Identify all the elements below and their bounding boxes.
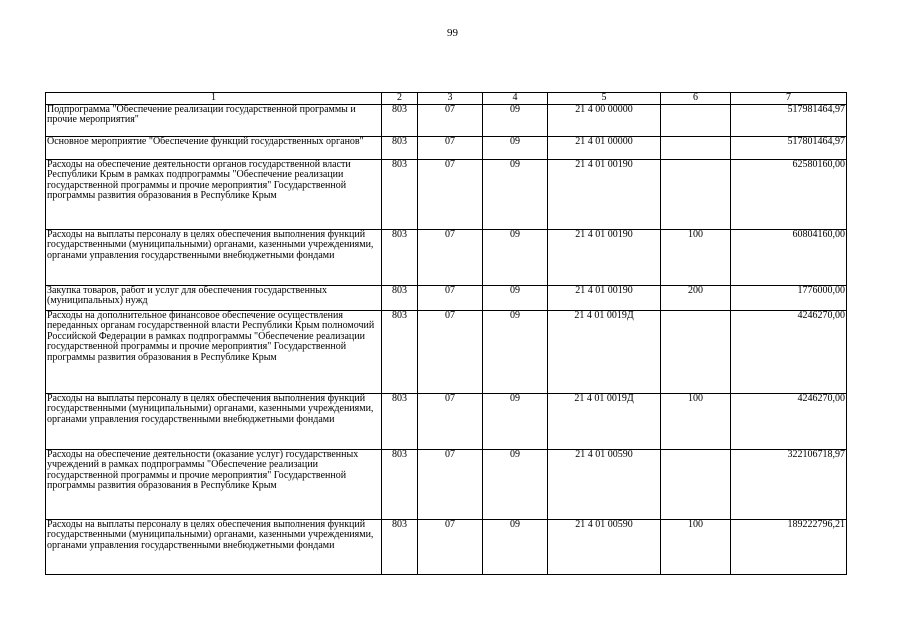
row-code-3: 07 [418,449,483,519]
column-header: 4 [483,93,548,105]
row-code-5: 21 4 01 00000 [548,136,661,159]
row-code-3: 07 [418,285,483,310]
row-code-5: 21 4 01 00590 [548,449,661,519]
column-header: 2 [382,93,418,105]
row-code-4: 09 [483,285,548,310]
row-code-4: 09 [483,449,548,519]
column-header: 3 [418,93,483,105]
column-header: 6 [661,93,731,105]
row-amount: 517981464,97 [731,104,847,136]
row-amount: 517801464,97 [731,136,847,159]
row-code-5: 21 4 01 00190 [548,229,661,285]
row-amount: 1776000,00 [731,285,847,310]
budget-table [45,92,847,575]
row-code-6: 100 [661,519,731,574]
row-code-5: 21 4 01 00590 [548,519,661,574]
table-row [46,229,847,285]
row-name: Подпрограмма "Обеспечение реализации государственной программы и прочие мероприятия" [46,104,382,136]
row-code-6: 200 [661,285,731,310]
row-code-2: 803 [382,519,418,574]
column-header: 5 [548,93,661,105]
row-code-2: 803 [382,136,418,159]
row-code-6 [661,136,731,159]
row-code-3: 07 [418,104,483,136]
row-amount: 60804160,00 [731,229,847,285]
row-name: Расходы на дополнительное финансовое обеспечение осуществления переданных органам государственной власти Республики Крым полномочий Российской Федерации в рамках подпрограммы "Обеспечение реализации государственной программы и прочие мероприятия" Государственной программы развития образования в Республике Крым [46,310,382,393]
table-row [46,285,847,310]
row-code-4: 09 [483,159,548,229]
row-code-4: 09 [483,229,548,285]
row-code-5: 21 4 01 0019Д [548,393,661,449]
row-code-2: 803 [382,229,418,285]
row-code-2: 803 [382,159,418,229]
row-code-4: 09 [483,104,548,136]
row-code-4: 09 [483,519,548,574]
table-row [46,159,847,229]
row-code-5: 21 4 01 00190 [548,159,661,229]
row-name: Расходы на выплаты персоналу в целях обеспечения выполнения функций государственными (муниципальными) органами, казенными учреждениями, органами управления государственными внебюджетными фондами [46,229,382,285]
page-number: 99 [447,27,458,39]
row-code-5: 21 4 01 00190 [548,285,661,310]
row-code-4: 09 [483,393,548,449]
row-amount: 4246270,00 [731,310,847,393]
column-header: 1 [46,93,382,105]
table-row [46,104,847,136]
row-code-3: 07 [418,136,483,159]
row-code-3: 07 [418,229,483,285]
row-name: Расходы на обеспечение деятельности (оказание услуг) государственных учреждений в рамках подпрограммы "Обеспечение реализации государственной программы и прочие мероприятия" Государственной программы развития образования в Республике Крым [46,449,382,519]
row-code-4: 09 [483,310,548,393]
row-code-2: 803 [382,310,418,393]
table-row [46,449,847,519]
row-code-6: 100 [661,393,731,449]
row-code-5: 21 4 00 00000 [548,104,661,136]
row-code-3: 07 [418,310,483,393]
row-code-3: 07 [418,159,483,229]
row-name: Расходы на выплаты персоналу в целях обеспечения выполнения функций государственными (муниципальными) органами, казенными учреждениями, органами управления государственными внебюджетными фондами [46,393,382,449]
row-name: Основное мероприятие "Обеспечение функций государственных органов" [46,136,382,159]
row-amount: 4246270,00 [731,393,847,449]
row-code-4: 09 [483,136,548,159]
row-code-6 [661,449,731,519]
row-amount: 62580160,00 [731,159,847,229]
row-code-2: 803 [382,449,418,519]
table-row [46,393,847,449]
row-code-3: 07 [418,519,483,574]
row-name: Расходы на выплаты персоналу в целях обеспечения выполнения функций государственными (муниципальными) органами, казенными учреждениями, органами управления государственными внебюджетными фондами [46,519,382,574]
row-code-5: 21 4 01 0019Д [548,310,661,393]
row-code-6 [661,159,731,229]
table-row [46,310,847,393]
row-code-2: 803 [382,393,418,449]
row-amount: 322106718,97 [731,449,847,519]
table-row [46,136,847,159]
row-name: Расходы на обеспечение деятельности органов государственной власти Республики Крым в рамках подпрограммы "Обеспечение реализации государственной программы и прочие мероприятия" Государственной программы развития образования в Республике Крым [46,159,382,229]
row-name: Закупка товаров, работ и услуг для обеспечения государственных (муниципальных) нужд [46,285,382,310]
row-code-2: 803 [382,104,418,136]
row-code-3: 07 [418,393,483,449]
row-code-2: 803 [382,285,418,310]
column-header: 7 [731,93,847,105]
table-row [46,519,847,574]
row-amount: 189222796,21 [731,519,847,574]
row-code-6: 100 [661,229,731,285]
table-header-row [46,93,847,105]
row-code-6 [661,104,731,136]
row-code-6 [661,310,731,393]
